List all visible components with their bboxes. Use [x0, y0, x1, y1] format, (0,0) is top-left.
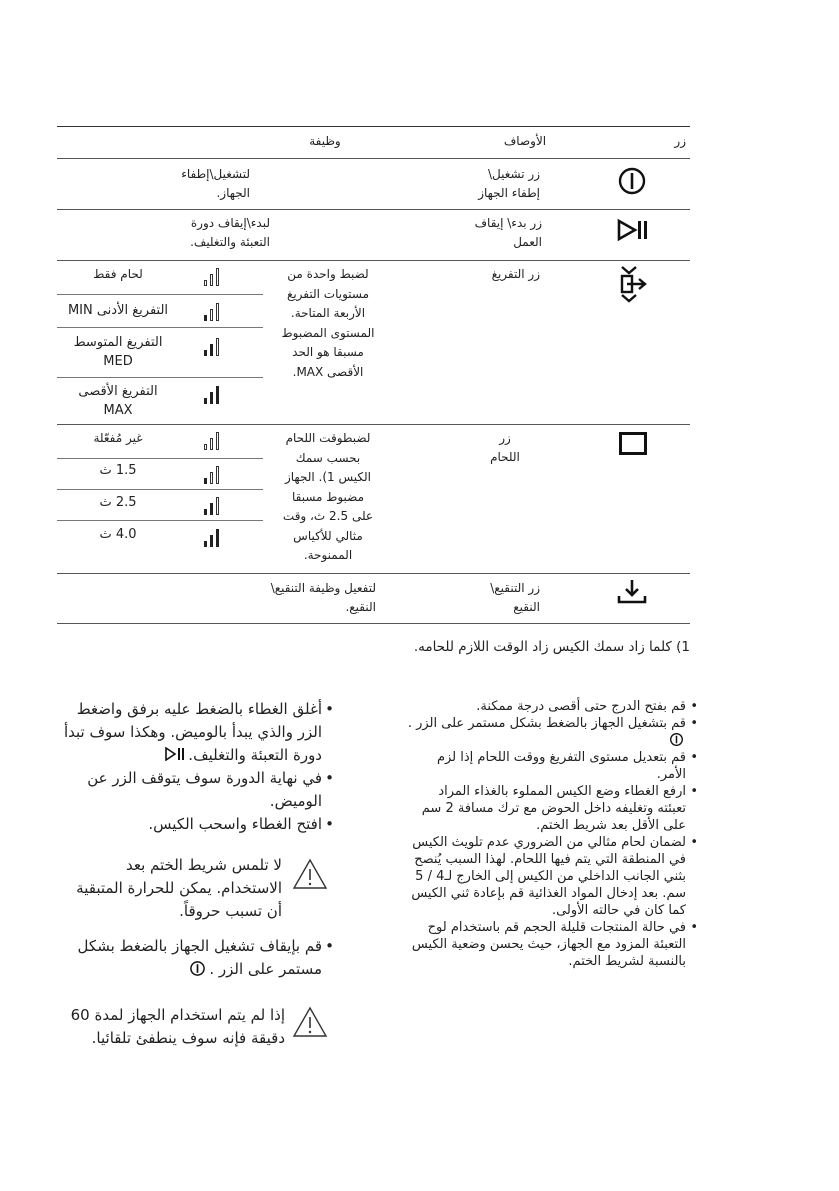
instruction-item: • ارفع الغطاء وضع الكيس المملوء بالغذاء المراد تعبئته وتغليفه داخل الحوض مع ترك مسافة 2 سم على الأقل بعد شريط الختم. [406, 783, 686, 834]
seal-level-icon [204, 527, 224, 547]
power-function: لتشغيل\إطفاء الجهاز. [181, 167, 250, 200]
vacuum-level-icon [204, 301, 224, 321]
start-function: لبدء\إيقاف دورة التعبئة والتغليف. [190, 216, 270, 249]
vacuum-level-label: التفريغ الأدنى MIN [67, 303, 169, 318]
instruction-item: • أغلق الغطاء بالضغط عليه برفق واضغط الزر والذي يبدأ بالوميض. وهكذا سوف تبدأ دورة التعبئة والتغليف. [60, 698, 322, 767]
vacuum-function: لضبط واحدة من مستويات التفريغ الأربعة المتاحة. المستوى المضبوط مسبقا هو الحد الأقصى MAX. [281, 267, 375, 379]
warning-icon [292, 1006, 328, 1038]
instruction-item: • قم بإيقاف تشغيل الجهاز بالضغط بشكل مستمر على الزر . [60, 935, 322, 981]
marinate-icon [616, 578, 648, 608]
seal-level-label: 1.5 ث [99, 463, 137, 478]
footnote: 1) كلما زاد سمك الكيس زاد الوقت اللازم للحامه. [413, 639, 690, 655]
vacuum-level-label: التفريغ الأقصى MAX [78, 384, 158, 418]
instruction-item: • قم بتعديل مستوى التفريغ ووقت اللحام إذا لزم الأمر. [406, 749, 686, 783]
play-pause-icon [616, 218, 650, 242]
seal-level-label: 2.5 ث [99, 495, 137, 510]
header-function: وظيفة [309, 134, 341, 148]
seal-level-label: غير مُفعّلة [93, 431, 143, 445]
play-pause-icon [165, 747, 185, 761]
instruction-item: • في حالة المنتجات قليلة الحجم قم باستخدام لوح التعبئة المزود مع الجهاز، حيث يحسن وضعية الكيس بالنسبة لشريط الختم. [406, 919, 686, 970]
seal-level-icon [204, 430, 224, 450]
instruction-item: • قم بتشغيل الجهاز بالضغط بشكل مستمر على الزر . [406, 715, 686, 749]
seal-level-label: 4.0 ث [99, 527, 137, 542]
power-icon [189, 960, 206, 977]
seal-level-icon [204, 464, 224, 484]
marinate-description: زر التنقيع\ النقيع [490, 581, 540, 614]
power-icon [669, 732, 684, 747]
vacuum-level-icon [204, 266, 224, 286]
header-description: الأوصاف [503, 134, 547, 148]
seal-description: زر اللحام [490, 431, 520, 464]
instruction-item: • افتح الغطاء واسحب الكيس. [60, 813, 322, 836]
instruction-item: • لضمان لحام مثالي من الضروري عدم تلويث الكيس في المنطقة التي يتم فيها اللحام. لهذا السبب يُنصح بثني الجانب الداخلي من الكيس إلى الخارج لـ4 / 5 سم. بعد إدخال المواد الغذائية قم بإعادة ثني الكيس كما كان في حالته الأولى. [406, 834, 686, 919]
seal-icon [619, 432, 647, 455]
vacuum-level-label: لحام فقط [93, 267, 143, 281]
warning-icon [292, 858, 328, 890]
instruction-item: • في نهاية الدورة سوف يتوقف الزر عن الوميض. [60, 767, 322, 813]
warning-text: إذا لم يتم استخدام الجهاز لمدة 60 دقيقة فإنه سوف ينطفئ تلقائيا. [70, 1006, 285, 1047]
marinate-function: لتفعيل وظيفة التنقيع\ النقيع. [270, 581, 376, 614]
warning-text: لا تلمس شريط الختم بعد الاستخدام. يمكن للحرارة المتبقية أن تسبب حروقاً. [76, 856, 282, 920]
vacuum-description: زر التفريغ [491, 267, 540, 281]
vacuum-level-label: التفريغ المتوسط MED [73, 335, 163, 369]
seal-function: لضبطوقت اللحام بحسب سمك الكيس 1). الجهاز مضبوط مسبقا على 2.5 ث، وقت مثالي للأكياس الممنوحة. [282, 431, 374, 562]
vacuum-icon [614, 264, 650, 304]
vacuum-level-icon [204, 336, 224, 356]
right-column [406, 698, 686, 970]
start-description: زر بدء\ إيقاف العمل [474, 216, 542, 249]
seal-level-icon [204, 495, 224, 515]
left-column [60, 698, 322, 836]
left-column-cont [60, 935, 322, 981]
instruction-item: • قم بفتح الدرج حتى أقصى درجة ممكنة. [406, 698, 686, 715]
power-description: زر تشغيل\ إطفاء الجهاز [478, 167, 540, 200]
vacuum-level-icon [204, 384, 224, 404]
power-icon [617, 166, 647, 196]
header-button: زر [674, 134, 686, 148]
